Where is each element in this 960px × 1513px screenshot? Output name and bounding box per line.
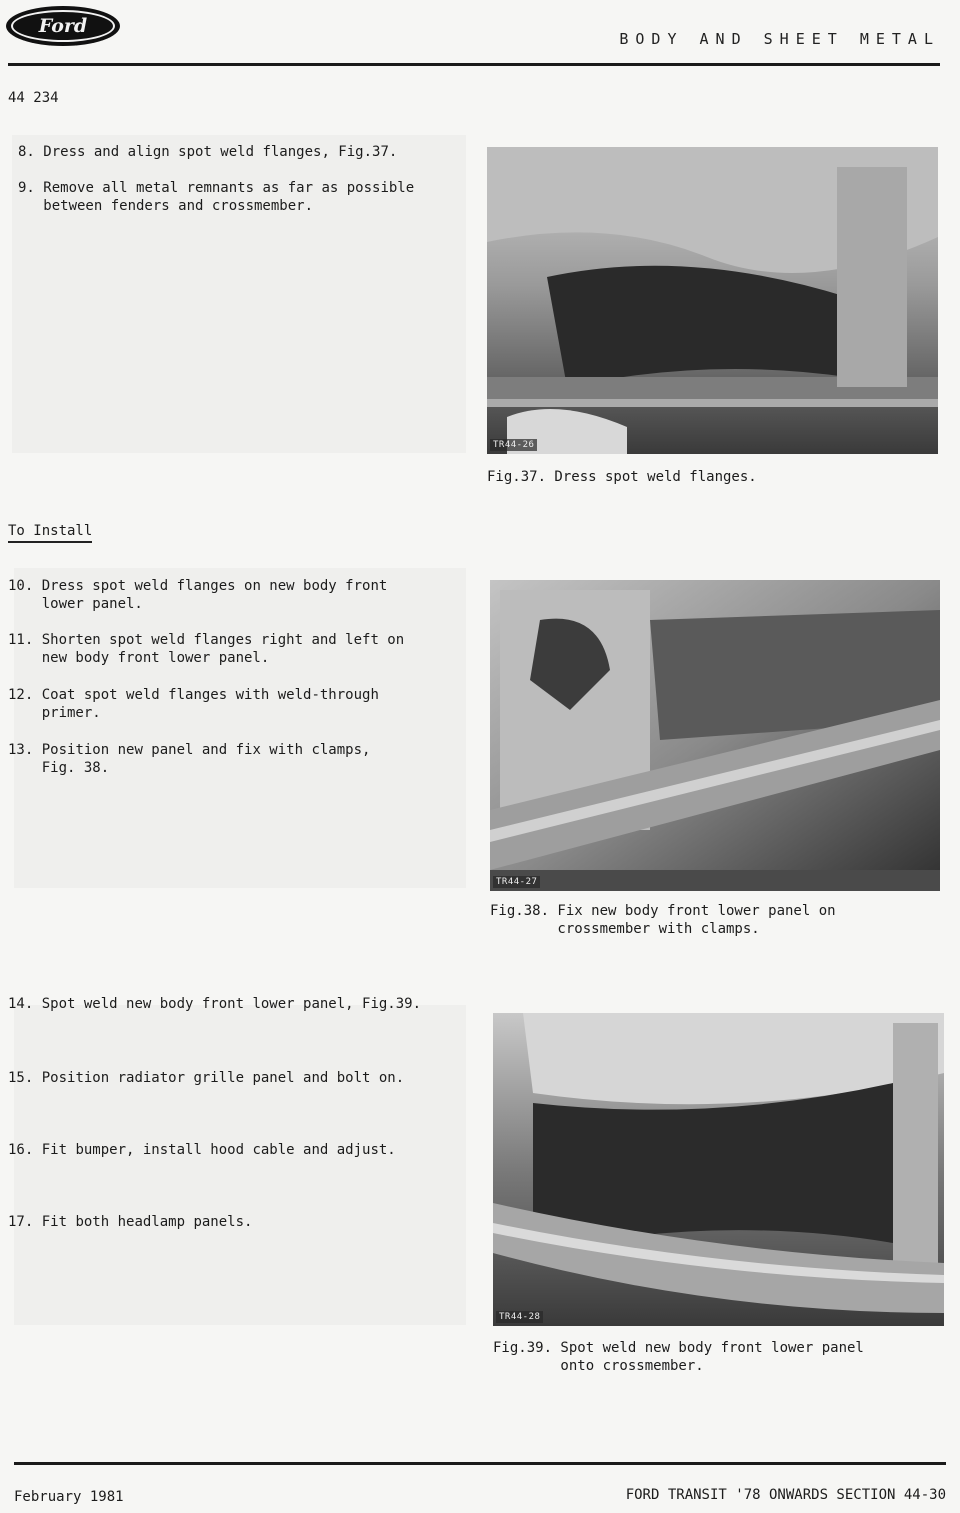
- figure-37-code: TR44-26: [490, 439, 537, 451]
- footer-section-reference: FORD TRANSIT '78 ONWARDS SECTION 44-30: [625, 1487, 946, 1503]
- figure-37-photo: [487, 147, 938, 454]
- ford-logo: [6, 6, 120, 46]
- text-panel-bottom: [14, 1005, 466, 1325]
- header-title: BODY AND SHEET METAL: [619, 30, 940, 48]
- step-12: 12. Coat spot weld flanges with weld-through primer.: [8, 687, 379, 721]
- footer-divider: [14, 1462, 946, 1465]
- step-16: 16. Fit bumper, install hood cable and adjust.: [8, 1142, 396, 1158]
- step-14: 14. Spot weld new body front lower panel, Fig.39.: [8, 996, 422, 1012]
- figure-39-caption: Fig.39. Spot weld new body front lower panel onto crossmember.: [493, 1340, 864, 1374]
- header-divider: [8, 63, 940, 66]
- step-10: 10. Dress spot weld flanges on new body front lower panel.: [8, 578, 388, 612]
- text-panel-mid: [14, 568, 466, 888]
- section-heading-to-install: To Install: [8, 523, 92, 543]
- step-17: 17. Fit both headlamp panels.: [8, 1214, 253, 1230]
- step-15: 15. Position radiator grille panel and bolt on.: [8, 1070, 405, 1086]
- logo-text: Ford: [38, 15, 88, 37]
- figure-39-code: TR44-28: [496, 1311, 543, 1323]
- figure-38-code: TR44-27: [493, 876, 540, 888]
- step-9: 9. Remove all metal remnants as far as possible between fenders and crossmember.: [18, 180, 415, 214]
- step-13: 13. Position new panel and fix with clamps, Fig. 38.: [8, 742, 371, 776]
- figure-37-caption: Fig.37. Dress spot weld flanges.: [487, 469, 757, 485]
- figure-38-caption: Fig.38. Fix new body front lower panel on crossmember with clamps.: [490, 903, 836, 937]
- figure-38-photo: [490, 580, 940, 891]
- page-number: 44 234: [8, 90, 59, 106]
- step-8: 8. Dress and align spot weld flanges, Fig.37.: [18, 144, 398, 160]
- step-11: 11. Shorten spot weld flanges right and left on new body front lower panel.: [8, 632, 405, 666]
- figure-39-photo: [493, 1013, 944, 1326]
- footer-date: February 1981: [14, 1489, 124, 1505]
